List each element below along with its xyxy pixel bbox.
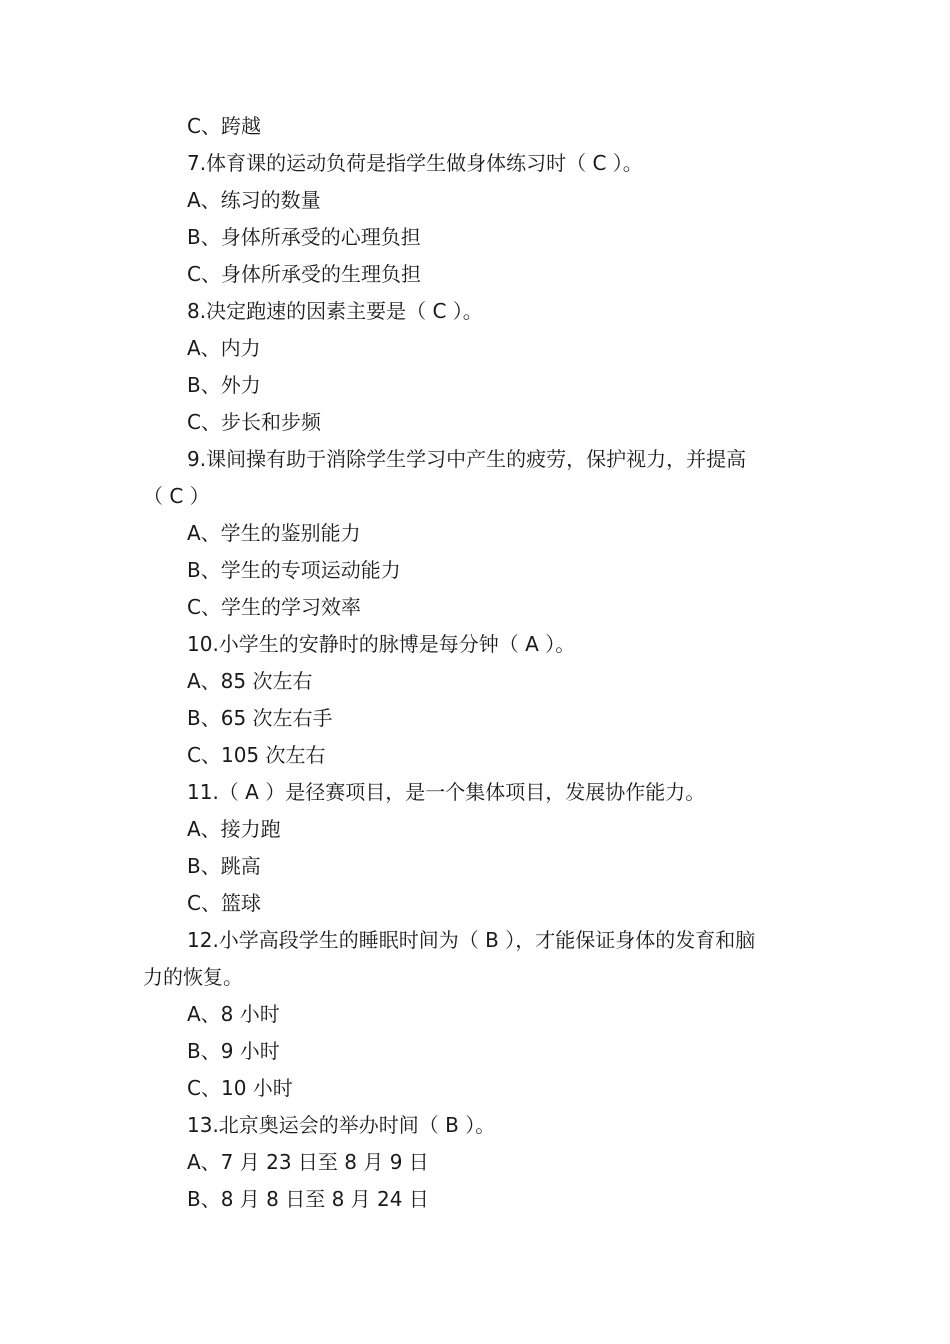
question-12: 12.小学高段学生的睡眠时间为（ B ），才能保证身体的发育和脑	[187, 928, 756, 952]
option-c-q12: C、10 小时	[187, 1076, 293, 1100]
option-b-q13: B、8 月 8 日至 8 月 24 日	[187, 1187, 429, 1211]
option-c-q9: C、学生的学习效率	[187, 595, 361, 619]
option-b-q9: B、学生的专项运动能力	[187, 558, 401, 582]
question-list	[143, 108, 813, 1218]
option-c-q8: C、步长和步频	[187, 410, 321, 434]
option-b-q12: B、9 小时	[187, 1039, 280, 1063]
option-b-q7: B、身体所承受的心理负担	[187, 225, 421, 249]
option-c-q6: C、跨越	[187, 114, 261, 138]
question-7: 7.体育课的运动负荷是指学生做身体练习时（ C ）。	[187, 151, 643, 175]
option-b-q8: B、外力	[187, 373, 261, 397]
question-9-continuation: （ C ）	[143, 484, 210, 508]
option-a-q8: A、内力	[187, 336, 261, 360]
question-10: 10.小学生的安静时的脉博是每分钟（ A ）。	[187, 632, 576, 656]
question-12-continuation: 力的恢复。	[143, 965, 243, 989]
option-a-q13: A、7 月 23 日至 8 月 9 日	[187, 1150, 429, 1174]
option-a-q11: A、接力跑	[187, 817, 281, 841]
option-c-q10: C、105 次左右	[187, 743, 326, 767]
option-b-q10: B、65 次左右手	[187, 706, 333, 730]
option-a-q10: A、85 次左右	[187, 669, 313, 693]
option-a-q12: A、8 小时	[187, 1002, 280, 1026]
question-11: 11.（ A ）是径赛项目，是一个集体项目，发展协作能力。	[187, 780, 706, 804]
question-9: 9.课间操有助于消除学生学习中产生的疲劳，保护视力，并提高	[187, 447, 747, 471]
question-13: 13.北京奥运会的举办时间（ B ）。	[187, 1113, 496, 1137]
option-a-q7: A、练习的数量	[187, 188, 321, 212]
question-8: 8.决定跑速的因素主要是（ C ）。	[187, 299, 483, 323]
option-b-q11: B、跳高	[187, 854, 261, 878]
option-c-q7: C、身体所承受的生理负担	[187, 262, 421, 286]
option-a-q9: A、学生的鉴别能力	[187, 521, 361, 545]
option-c-q11: C、篮球	[187, 891, 261, 915]
